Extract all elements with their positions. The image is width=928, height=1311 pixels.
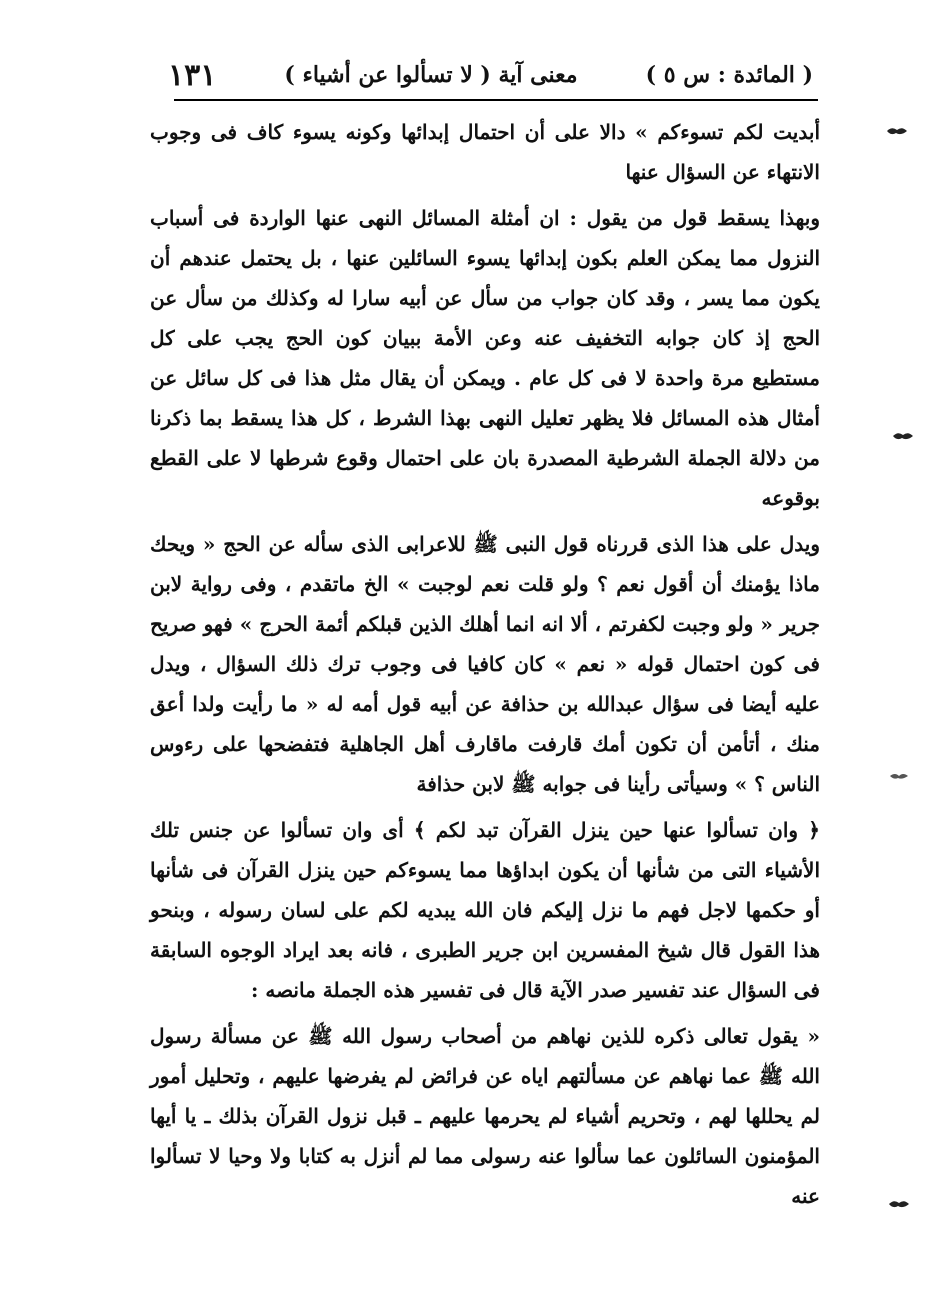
page-header [168, 54, 813, 96]
sura-reference: ( المائدة : س ٥ ) [645, 62, 813, 88]
running-title: معنى آية ( لا تسألوا عن أشياء ) [284, 62, 578, 88]
paragraph: « يقول تعالى ذكره للذين نهاهم من أصحاب رسول الله ﷺ عن مسألة رسول الله ﷺ عما نهاهم عن مسألتهم اياه عن فرائض لم يفرضها عليهم ، وتحليل أمور لم يحللها لهم ، وتحريم أشياء لم يحرمها عليهم ـ قبل نزول القرآن بذلك ـ يا أيها المؤمنون السائلون عما سألوا عنه رسولى مما لم أنزل به كتابا ولا وحيا لا تسألوا عنه [150, 1024, 820, 1208]
paragraph: ويدل على هذا الذى قررناه قول النبى ﷺ للاعرابى الذى سأله عن الحج « ويحك ماذا يؤمنك أن أقول نعم ؟ ولو قلت نعم لوجبت » الخ ماتقدم ، وفى رواية لابن جرير « ولو وجبت لكفرتم ، ألا انه انما أهلك الذين قبلكم أئمة الحرج » فهو صريح فى كون احتمال قوله « نعم » كان كافيا فى وجوب ترك ذلك السؤال ، ويدل عليه أيضا فى سؤال عبدالله بن حذافة عن أبيه قول أمه له « ما رأيت ولدا أعق منك ، أتأمن أن تكون أمك قارفت ماقارف أهل الجاهلية فتفضحها على رءوس الناس ؟ » وسيأتى رأينا فى جوابه ﷺ لابن حذافة [150, 532, 820, 796]
page-number: ١٣١ [168, 57, 217, 93]
header-rule [174, 99, 818, 101]
margin-mark-icon [888, 1198, 910, 1210]
paragraph: أبديت لكم تسوءكم » دالا على أن احتمال إبدائها وكونه يسوء كاف فى وجوب الانتهاء عن السؤال عنها [150, 120, 820, 184]
paragraph: وبهذا يسقط قول من يقول : ان أمثلة المسائل النهى عنها الواردة فى أسباب النزول مما يمكن العلم بكون إبدائها يسوء السائلين عنها ، بل يحتمل عندهم أن يكون مما يسر ، وقد كان جواب من سأل عن أبيه سارا له وكذلك من سأل عن الحج إذ كان جوابه التخفيف عنه وعن الأمة ببيان كون الحج يجب على كل مستطيع مرة واحدة لا فى كل عام . ويمكن أن يقال مثل هذا فى كل سائل عن أمثال هذه المسائل فلا يظهر تعليل النهى بهذا الشرط ، كل هذا يسقط بما ذكرنا من دلالة الجملة الشرطية المصدرة بان على احتمال وقوع شرطها لا على القطع بوقوعه [150, 206, 820, 510]
margin-mark-icon [892, 430, 914, 442]
margin-mark-icon [886, 125, 908, 137]
page-body [150, 112, 820, 1222]
paragraph: ﴿ وان تسألوا عنها حين ينزل القرآن تبد لكم ﴾ أى وان تسألوا عن جنس تلك الأشياء التى من شأنها أن يكون ابداؤها مما يسوءكم حين ينزل القرآن فى شأنها أو حكمها لاجل فهم ما نزل إليكم فان الله يبديه لكم على لسان رسوله ، وبنحو هذا القول قال شيخ المفسرين ابن جرير الطبرى ، فانه بعد ايراد الوجوه السابقة فى السؤال عند تفسير صدر الآية قال فى تفسير هذه الجملة مانصه : [150, 818, 820, 1002]
margin-mark-icon [888, 770, 910, 782]
